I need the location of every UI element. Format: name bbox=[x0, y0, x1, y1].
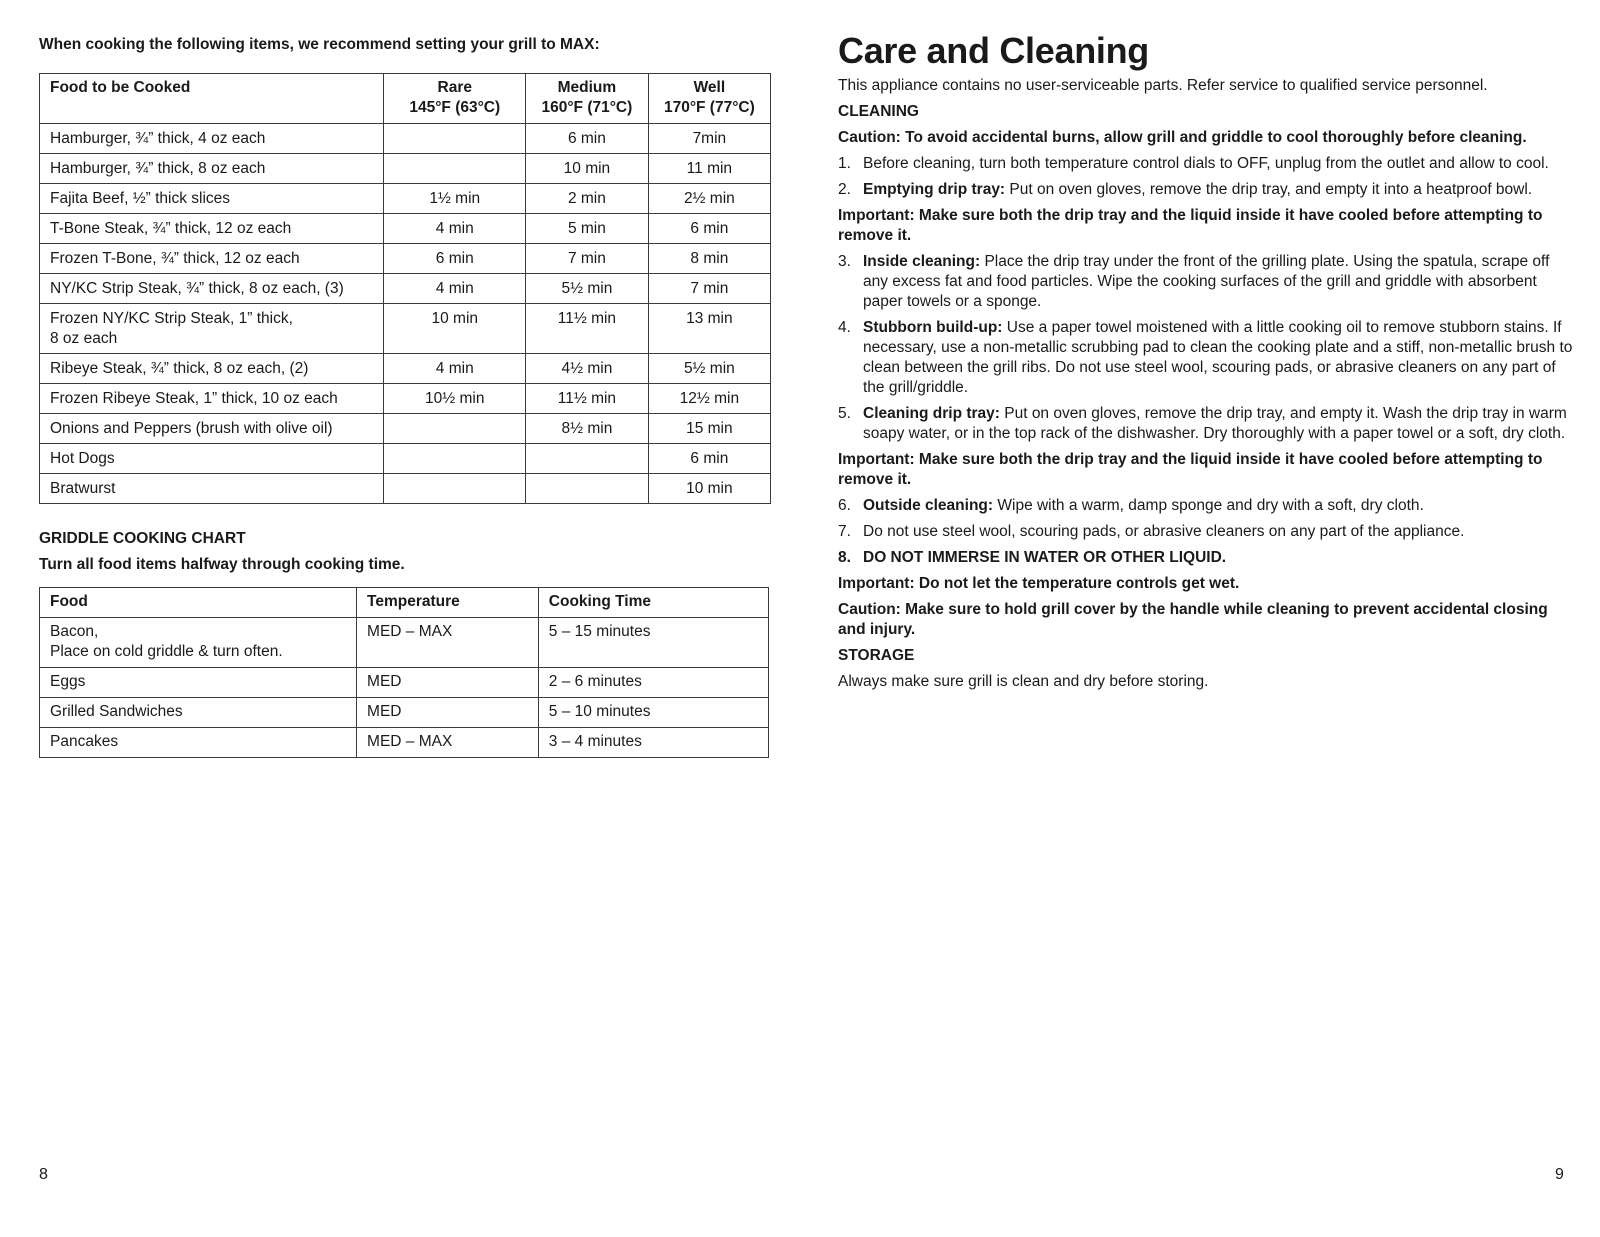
cleaning-heading: CLEANING bbox=[838, 103, 919, 120]
griddle-cooking-table bbox=[39, 587, 769, 758]
food-cell: Bratwurst bbox=[40, 474, 384, 504]
step-number: 6. bbox=[838, 497, 851, 514]
step-number: 8. bbox=[838, 549, 851, 566]
rare-cell: 10 min bbox=[384, 304, 526, 354]
rare-cell bbox=[384, 474, 526, 504]
header-temperature: Temperature bbox=[357, 588, 539, 618]
header-food: Food bbox=[40, 588, 357, 618]
well-cell: 5½ min bbox=[648, 354, 770, 384]
griddle-table-header-row bbox=[40, 588, 769, 618]
table-row bbox=[40, 274, 771, 304]
table-row bbox=[40, 728, 769, 758]
temperature-cell: MED – MAX bbox=[357, 728, 539, 758]
rare-cell: 1½ min bbox=[384, 184, 526, 214]
food-cell: Frozen NY/KC Strip Steak, 1” thick, 8 oz each bbox=[40, 304, 384, 354]
important-note-3: Important: Do not let the temperature controls get wet. bbox=[838, 575, 1240, 592]
table-row bbox=[40, 154, 771, 184]
rare-cell: 4 min bbox=[384, 274, 526, 304]
rare-cell bbox=[384, 124, 526, 154]
well-cell: 13 min bbox=[648, 304, 770, 354]
food-cell: Grilled Sandwiches bbox=[40, 698, 357, 728]
medium-cell: 5 min bbox=[526, 214, 649, 244]
care-cleaning-content bbox=[838, 76, 1578, 698]
medium-cell: 6 min bbox=[526, 124, 649, 154]
step-label: Inside cleaning: bbox=[863, 253, 981, 270]
temperature-cell: MED bbox=[357, 668, 539, 698]
page-number-right: 9 bbox=[1555, 1166, 1564, 1183]
step-text: Before cleaning, turn both temperature control dials to OFF, unplug from the outlet and allow to cool. bbox=[863, 155, 1549, 172]
step-text: Use a paper towel moistened with a little cooking oil to remove stubborn stains. If necessary, use a non-metallic scrubbing pad to clean the cooking plate and a stiff, non-metallic brush to clean between the grill ribs. Do not use steel wool, scouring pads, or abrasive cleaners on any part of the grill/griddle. bbox=[863, 319, 1573, 396]
cooking-time-cell: 5 – 15 minutes bbox=[538, 618, 768, 668]
griddle-chart-subtitle: Turn all food items halfway through cooking time. bbox=[39, 556, 405, 573]
list-item bbox=[838, 180, 1578, 200]
step-text: Wipe with a warm, damp sponge and dry with a soft, dry cloth. bbox=[993, 497, 1424, 514]
step-label: Emptying drip tray: bbox=[863, 181, 1006, 198]
medium-cell: 11½ min bbox=[526, 384, 649, 414]
header-well: Well 170°F (77°C) bbox=[648, 74, 770, 124]
rare-cell: 4 min bbox=[384, 214, 526, 244]
important-note-1: Important: Make sure both the drip tray and the liquid inside it have cooled before attempting to remove it. bbox=[838, 207, 1543, 244]
food-cell: Onions and Peppers (brush with olive oil) bbox=[40, 414, 384, 444]
cleaning-steps-3-5 bbox=[838, 252, 1578, 444]
grill-cooking-table bbox=[39, 73, 771, 504]
table-row bbox=[40, 444, 771, 474]
caution-burns: Caution: To avoid accidental burns, allow grill and griddle to cool thoroughly before cleaning. bbox=[838, 129, 1527, 146]
table-row bbox=[40, 184, 771, 214]
step-text: Place the drip tray under the front of the grilling plate. Using the spatula, scrape off any excess fat and food particles. Wipe the cooking surfaces of the grill and griddle with absorbent paper towels or a sponge. bbox=[863, 253, 1550, 310]
rare-cell bbox=[384, 444, 526, 474]
well-cell: 15 min bbox=[648, 414, 770, 444]
intro-paragraph: This appliance contains no user-serviceable parts. Refer service to qualified service personnel. bbox=[838, 77, 1488, 94]
well-cell: 8 min bbox=[648, 244, 770, 274]
temperature-cell: MED bbox=[357, 698, 539, 728]
rare-cell: 10½ min bbox=[384, 384, 526, 414]
header-cooking-time: Cooking Time bbox=[538, 588, 768, 618]
food-cell: Hamburger, ¾” thick, 4 oz each bbox=[40, 124, 384, 154]
step-number: 3. bbox=[838, 253, 851, 270]
step-text: DO NOT IMMERSE IN WATER OR OTHER LIQUID. bbox=[863, 549, 1227, 566]
list-item bbox=[838, 548, 1578, 568]
well-cell: 2½ min bbox=[648, 184, 770, 214]
step-label: Stubborn build-up: bbox=[863, 319, 1003, 336]
important-note-2: Important: Make sure both the drip tray and the liquid inside it have cooled before attempting to remove it. bbox=[838, 451, 1543, 488]
list-item bbox=[838, 404, 1578, 444]
food-cell: T-Bone Steak, ¾” thick, 12 oz each bbox=[40, 214, 384, 244]
storage-heading: STORAGE bbox=[838, 647, 915, 664]
list-item bbox=[838, 522, 1578, 542]
cleaning-steps-6-8 bbox=[838, 496, 1578, 568]
food-cell: Hamburger, ¾” thick, 8 oz each bbox=[40, 154, 384, 184]
cooking-time-cell: 3 – 4 minutes bbox=[538, 728, 768, 758]
medium-cell: 10 min bbox=[526, 154, 649, 184]
table-row bbox=[40, 698, 769, 728]
medium-cell: 7 min bbox=[526, 244, 649, 274]
step-text: Put on oven gloves, remove the drip tray, and empty it into a heatproof bowl. bbox=[1005, 181, 1533, 198]
food-cell: Bacon, Place on cold griddle & turn often. bbox=[40, 618, 357, 668]
food-cell: Ribeye Steak, ¾” thick, 8 oz each, (2) bbox=[40, 354, 384, 384]
table-row bbox=[40, 304, 771, 354]
table-row bbox=[40, 668, 769, 698]
step-number: 2. bbox=[838, 181, 851, 198]
list-item bbox=[838, 318, 1578, 398]
step-text: Put on oven gloves, remove the drip tray, and empty it. Wash the drip tray in warm soapy water, or in the top rack of the dishwasher. Dry thoroughly with a paper towel or a soft, dry cloth. bbox=[863, 405, 1567, 442]
well-cell: 6 min bbox=[648, 444, 770, 474]
medium-cell bbox=[526, 474, 649, 504]
rare-cell bbox=[384, 154, 526, 184]
step-number: 5. bbox=[838, 405, 851, 422]
header-medium: Medium 160°F (71°C) bbox=[526, 74, 649, 124]
storage-text: Always make sure grill is clean and dry before storing. bbox=[838, 673, 1209, 690]
medium-cell: 11½ min bbox=[526, 304, 649, 354]
step-number: 1. bbox=[838, 155, 851, 172]
page-number-left: 8 bbox=[39, 1166, 48, 1183]
step-label: Outside cleaning: bbox=[863, 497, 994, 514]
rare-cell bbox=[384, 414, 526, 444]
step-number: 4. bbox=[838, 319, 851, 336]
table-row bbox=[40, 384, 771, 414]
food-cell: Hot Dogs bbox=[40, 444, 384, 474]
griddle-chart-title: GRIDDLE COOKING CHART bbox=[39, 530, 246, 547]
medium-cell: 8½ min bbox=[526, 414, 649, 444]
well-cell: 10 min bbox=[648, 474, 770, 504]
well-cell: 7 min bbox=[648, 274, 770, 304]
well-cell: 12½ min bbox=[648, 384, 770, 414]
table-row bbox=[40, 124, 771, 154]
step-number: 7. bbox=[838, 523, 851, 540]
table-row bbox=[40, 618, 769, 668]
food-cell: Pancakes bbox=[40, 728, 357, 758]
medium-cell bbox=[526, 444, 649, 474]
table-row bbox=[40, 414, 771, 444]
food-cell: Frozen T-Bone, ¾” thick, 12 oz each bbox=[40, 244, 384, 274]
table-row bbox=[40, 354, 771, 384]
step-text: Do not use steel wool, scouring pads, or abrasive cleaners on any part of the appliance. bbox=[863, 523, 1465, 540]
well-cell: 11 min bbox=[648, 154, 770, 184]
table-row bbox=[40, 214, 771, 244]
medium-cell: 5½ min bbox=[526, 274, 649, 304]
header-rare: Rare 145°F (63°C) bbox=[384, 74, 526, 124]
medium-cell: 4½ min bbox=[526, 354, 649, 384]
food-cell: Frozen Ribeye Steak, 1” thick, 10 oz each bbox=[40, 384, 384, 414]
header-food: Food to be Cooked bbox=[40, 74, 384, 124]
temperature-cell: MED – MAX bbox=[357, 618, 539, 668]
caution-cover: Caution: Make sure to hold grill cover by the handle while cleaning to prevent accidental closing and injury. bbox=[838, 601, 1548, 638]
rare-cell: 6 min bbox=[384, 244, 526, 274]
food-cell: Fajita Beef, ½” thick slices bbox=[40, 184, 384, 214]
cooking-time-cell: 2 – 6 minutes bbox=[538, 668, 768, 698]
grill-table-header-row bbox=[40, 74, 771, 124]
list-item bbox=[838, 496, 1578, 516]
table-row bbox=[40, 474, 771, 504]
food-cell: Eggs bbox=[40, 668, 357, 698]
table-row bbox=[40, 244, 771, 274]
list-item bbox=[838, 252, 1578, 312]
well-cell: 7min bbox=[648, 124, 770, 154]
cleaning-steps-1-2 bbox=[838, 154, 1578, 200]
rare-cell: 4 min bbox=[384, 354, 526, 384]
well-cell: 6 min bbox=[648, 214, 770, 244]
grill-intro-heading: When cooking the following items, we recommend setting your grill to MAX: bbox=[39, 36, 600, 53]
page-title: Care and Cleaning bbox=[838, 30, 1149, 71]
cooking-time-cell: 5 – 10 minutes bbox=[538, 698, 768, 728]
food-cell: NY/KC Strip Steak, ¾” thick, 8 oz each, (3) bbox=[40, 274, 384, 304]
list-item bbox=[838, 154, 1578, 174]
medium-cell: 2 min bbox=[526, 184, 649, 214]
step-label: Cleaning drip tray: bbox=[863, 405, 1000, 422]
